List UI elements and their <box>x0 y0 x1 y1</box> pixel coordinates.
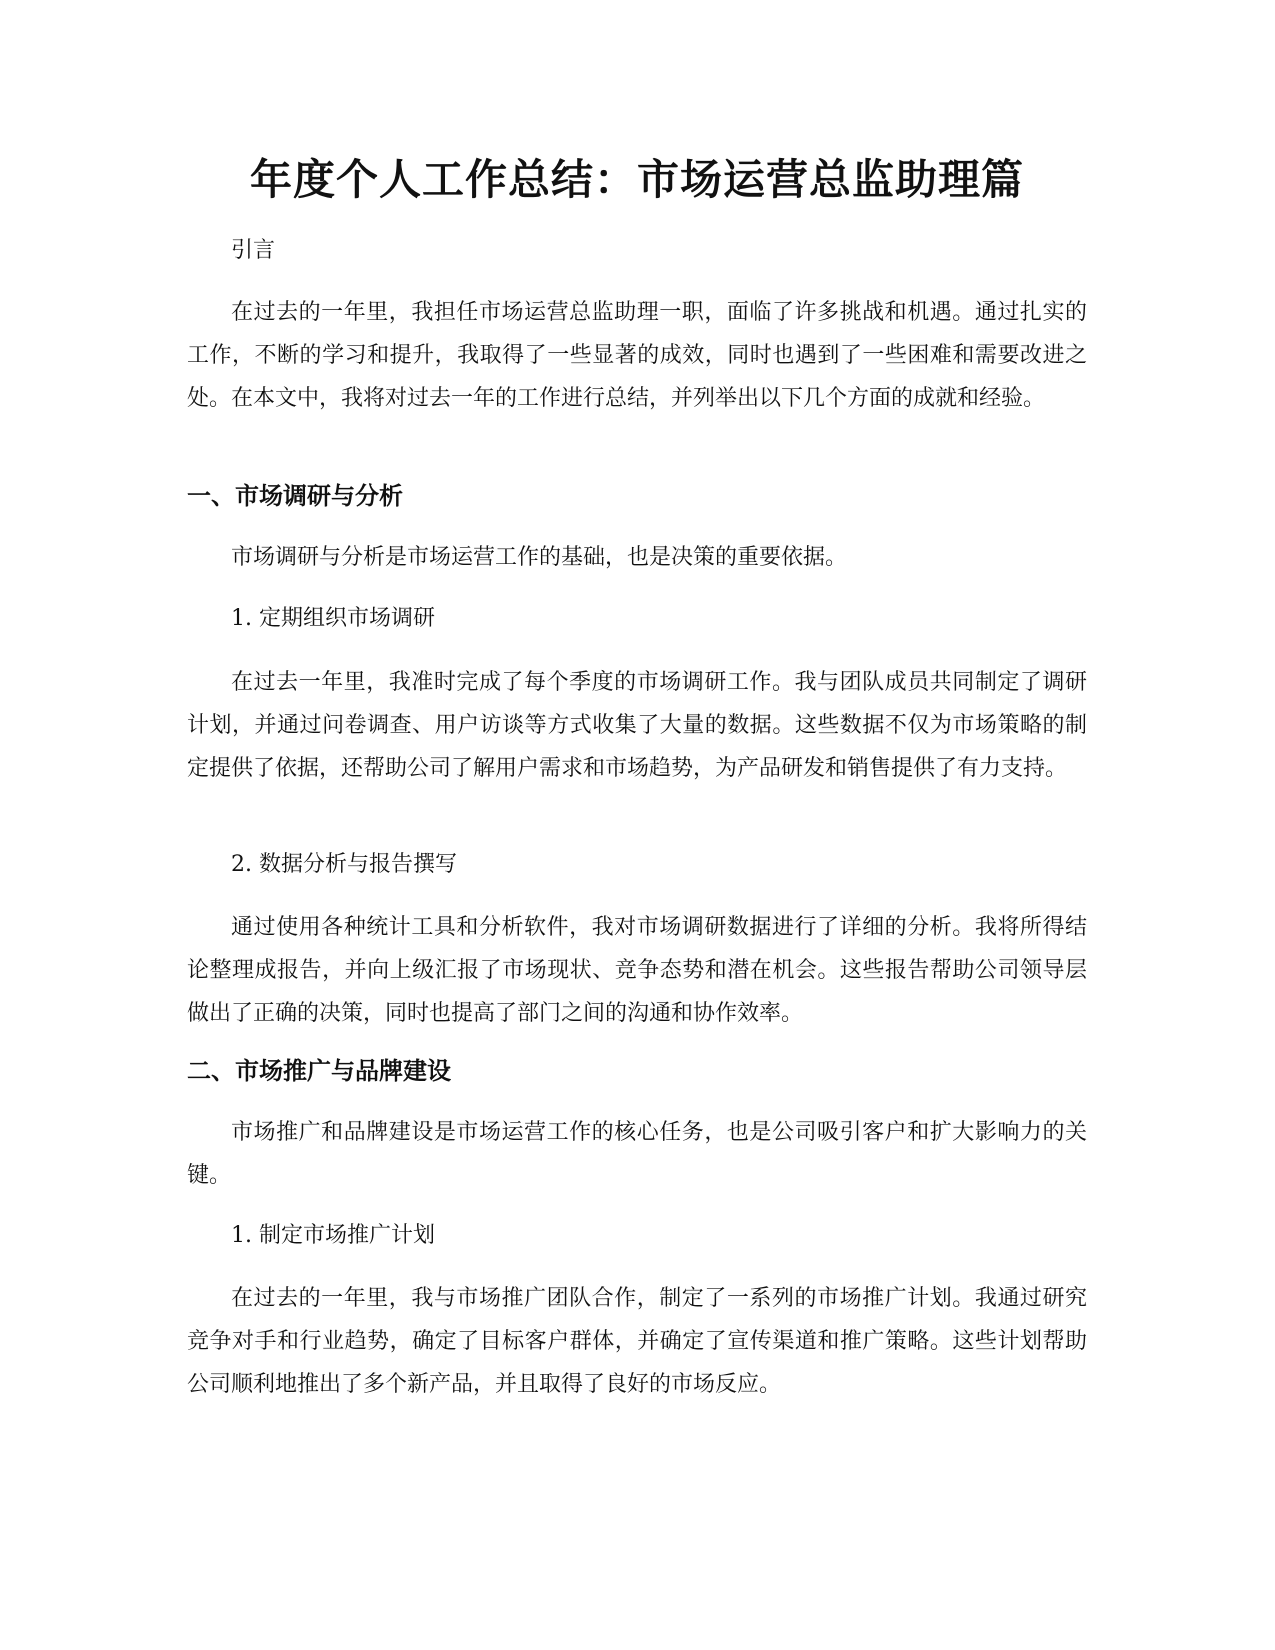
section2-item1-title: 1. 制定市场推广计划 <box>231 1223 435 1248</box>
intro-paragraph: 在过去的一年里，我担任市场运营总监助理一职，面临了许多挑战和机遇。通过扎实的工作，不断的学习和提升，我取得了一些显著的成效，同时也遇到了一些困难和需要改进之处。在本文中，我将对过去一年的工作进行总结，并列举出以下几个方面的成就和经验。 <box>187 300 1087 411</box>
section1-item2-title: 2. 数据分析与报告撰写 <box>231 852 457 877</box>
section1-item2-body: 通过使用各种统计工具和分析软件，我对市场调研数据进行了详细的分析。我将所得结论整理成报告，并向上级汇报了市场现状、竞争态势和潜在机会。这些报告帮助公司领导层做出了正确的决策，同时也提高了部门之间的沟通和协作效率。 <box>187 915 1087 1026</box>
document-title: 年度个人工作总结：市场运营总监助理篇 <box>249 155 1024 204</box>
section2-heading: 二、市场推广与品牌建设 <box>187 1057 451 1085</box>
section2-item1-body: 在过去的一年里，我与市场推广团队合作，制定了一系列的市场推广计划。我通过研究竞争对手和行业趋势，确定了目标客户群体，并确定了宣传渠道和推广策略。这些计划帮助公司顺利地推出了多个新产品，并且取得了良好的市场反应。 <box>187 1286 1087 1397</box>
section1-heading: 一、市场调研与分析 <box>187 482 403 510</box>
section1-item1-body: 在过去一年里，我准时完成了每个季度的市场调研工作。我与团队成员共同制定了调研计划，并通过问卷调查、用户访谈等方式收集了大量的数据。这些数据不仅为市场策略的制定提供了依据，还帮助公司了解用户需求和市场趋势，为产品研发和销售提供了有力支持。 <box>187 670 1087 781</box>
section1-lead: 市场调研与分析是市场运营工作的基础，也是决策的重要依据。 <box>231 545 848 570</box>
section1-item1-title: 1. 定期组织市场调研 <box>231 606 435 631</box>
section2-lead: 市场推广和品牌建设是市场运营工作的核心任务，也是公司吸引客户和扩大影响力的关键。 <box>187 1120 1087 1188</box>
intro-heading: 引言 <box>231 238 276 263</box>
